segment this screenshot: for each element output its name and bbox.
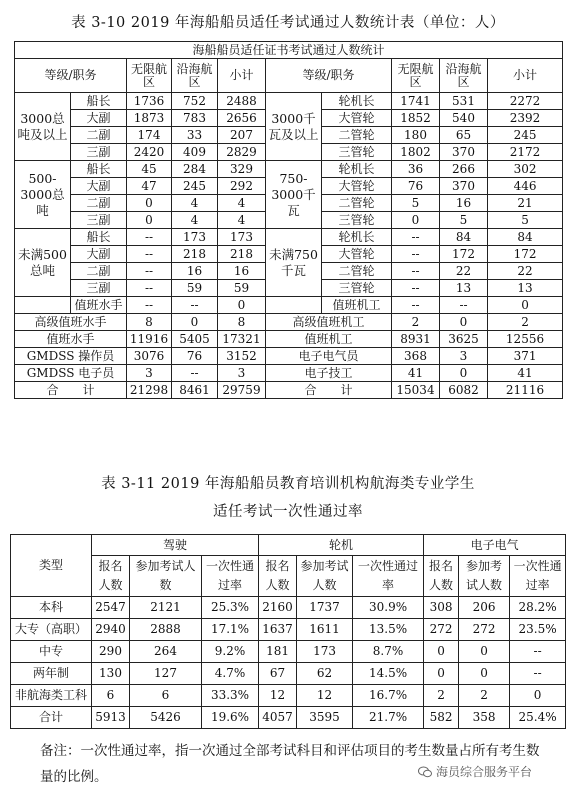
position-cell: 三管轮 xyxy=(322,212,392,229)
table-cell: 2829 xyxy=(218,144,266,161)
table-cell: 0 xyxy=(172,314,218,331)
row-label: 电子电气员 xyxy=(266,348,392,365)
table-cell: 174 xyxy=(127,127,172,144)
table-cell: 446 xyxy=(488,178,563,195)
row-label: 电子技工 xyxy=(266,365,392,382)
table-cell: -- xyxy=(127,229,172,246)
table-cell: 2656 xyxy=(218,110,266,127)
table-cell: 41 xyxy=(392,365,440,382)
table-cell: 4 xyxy=(218,212,266,229)
table-cell: 21.7% xyxy=(353,707,424,729)
position-cell: 三副 xyxy=(71,280,127,297)
position-cell: 大管轮 xyxy=(322,178,392,195)
row-label: GMDSS 操作员 xyxy=(15,348,127,365)
header-cell: 小计 xyxy=(488,59,563,93)
table-row xyxy=(11,597,566,619)
table-cell: 5426 xyxy=(130,707,202,729)
table-cell: 783 xyxy=(172,110,218,127)
table-cell: 17321 xyxy=(218,331,266,348)
table-cell: 370 xyxy=(440,178,488,195)
group-label: 未满750千瓦 xyxy=(266,229,322,297)
position-cell: 大副 xyxy=(71,178,127,195)
table-row xyxy=(15,314,563,331)
position-cell: 二副 xyxy=(71,263,127,280)
table-cell: 12 xyxy=(259,685,297,707)
wechat-icon xyxy=(418,766,432,778)
table-cell: 84 xyxy=(440,229,488,246)
table-cell: 0 xyxy=(459,663,510,685)
table-cell: 272 xyxy=(424,619,459,641)
table-cell: 2272 xyxy=(488,93,563,110)
subheader-cell: 参加考试人数 xyxy=(297,556,353,597)
table-cell: 12556 xyxy=(488,331,563,348)
position-cell: 三副 xyxy=(71,212,127,229)
header-cell: 无限航区 xyxy=(127,59,172,93)
table-cell: 1802 xyxy=(392,144,440,161)
table-cell: 2392 xyxy=(488,110,563,127)
table-cell: 1736 xyxy=(127,93,172,110)
table-header-row xyxy=(11,556,566,597)
table-cell: 8461 xyxy=(172,382,218,399)
table-cell: 2940 xyxy=(92,619,130,641)
table-cell: 2 xyxy=(488,314,563,331)
group-label: 500-3000总吨 xyxy=(15,161,71,229)
table-cell: 6082 xyxy=(440,382,488,399)
table-cell: 21116 xyxy=(488,382,563,399)
table-cell: 3595 xyxy=(297,707,353,729)
table-cell: -- xyxy=(127,297,172,314)
table-cell: -- xyxy=(172,365,218,382)
table-row xyxy=(15,331,563,348)
table-cell: 207 xyxy=(218,127,266,144)
table-cell: 2488 xyxy=(218,93,266,110)
table-row xyxy=(11,663,566,685)
table-cell: 16 xyxy=(172,263,218,280)
table-cell: 0 xyxy=(440,365,488,382)
subheader-cell: 一次性通过率 xyxy=(202,556,259,597)
row-label: 合 计 xyxy=(266,382,392,399)
position-cell: 二管轮 xyxy=(322,195,392,212)
table-cell: 4 xyxy=(172,212,218,229)
table-cell: 1873 xyxy=(127,110,172,127)
table-cell: 22 xyxy=(440,263,488,280)
table-cell: 22 xyxy=(488,263,563,280)
table-cell: -- xyxy=(127,246,172,263)
table-cell: 16 xyxy=(218,263,266,280)
table-cell: -- xyxy=(392,280,440,297)
table-cell: -- xyxy=(440,297,488,314)
subheader-cell: 报名人数 xyxy=(424,556,459,597)
table-cell: 173 xyxy=(297,641,353,663)
header-cell: 类型 xyxy=(11,535,92,597)
table-cell: 2547 xyxy=(92,597,130,619)
position-cell: 值班水手 xyxy=(71,297,127,314)
subheader-cell: 一次性通过率 xyxy=(353,556,424,597)
position-cell: 大副 xyxy=(71,246,127,263)
table-cell: 206 xyxy=(459,597,510,619)
table-cell: 5 xyxy=(440,212,488,229)
position-cell: 轮机长 xyxy=(322,93,392,110)
table-cell: 67 xyxy=(259,663,297,685)
table-cell: 6 xyxy=(92,685,130,707)
table-row xyxy=(15,365,563,382)
table-cell: -- xyxy=(127,280,172,297)
table-cell: -- xyxy=(392,246,440,263)
table-cell: 0 xyxy=(218,297,266,314)
table-cell: 5 xyxy=(488,212,563,229)
subheader-cell: 参加考试人数 xyxy=(459,556,510,597)
group-label: 750-3000千瓦 xyxy=(266,161,322,229)
table-cell: 4.7% xyxy=(202,663,259,685)
table-cell: 0 xyxy=(127,195,172,212)
table-row xyxy=(15,382,563,399)
table-cell: 245 xyxy=(172,178,218,195)
table-cell: 3 xyxy=(127,365,172,382)
table-row xyxy=(15,42,563,59)
table-cell: 264 xyxy=(130,641,202,663)
header-cell: 沿海航区 xyxy=(172,59,218,93)
position-cell: 二管轮 xyxy=(322,263,392,280)
table-cell: 8 xyxy=(218,314,266,331)
position-cell: 大管轮 xyxy=(322,110,392,127)
row-label: 本科 xyxy=(11,597,92,619)
table-row xyxy=(15,161,563,178)
table-cell: 1611 xyxy=(297,619,353,641)
table-cell: 173 xyxy=(172,229,218,246)
table-cell: 0 xyxy=(488,297,563,314)
table-3-11 xyxy=(10,534,566,729)
table-cell: 76 xyxy=(392,178,440,195)
table-cell: 11916 xyxy=(127,331,172,348)
table-cell: 76 xyxy=(172,348,218,365)
table-cell: 59 xyxy=(218,280,266,297)
subheader-cell: 参加考试人数 xyxy=(130,556,202,597)
table-row xyxy=(11,685,566,707)
table-cell: 62 xyxy=(297,663,353,685)
table-cell: 173 xyxy=(218,229,266,246)
row-label: 大专（高职） xyxy=(11,619,92,641)
table-cell: 371 xyxy=(488,348,563,365)
table-cell: 59 xyxy=(172,280,218,297)
table-cell: 21298 xyxy=(127,382,172,399)
table-cell: 3 xyxy=(440,348,488,365)
table-cell: 15034 xyxy=(392,382,440,399)
section-header: 轮机 xyxy=(259,535,424,556)
table-cell: 245 xyxy=(488,127,563,144)
table-cell: 23.5% xyxy=(510,619,566,641)
row-label: 值班水手 xyxy=(15,331,127,348)
table-cell: 8931 xyxy=(392,331,440,348)
table-3-10 xyxy=(14,41,563,399)
table-cell: 752 xyxy=(172,93,218,110)
table-cell: 14.5% xyxy=(353,663,424,685)
position-cell: 船长 xyxy=(71,161,127,178)
subheader-cell: 一次性通过率 xyxy=(510,556,566,597)
table-cell: 17.1% xyxy=(202,619,259,641)
table-cell: 358 xyxy=(459,707,510,729)
subheader-cell: 报名人数 xyxy=(92,556,130,597)
table-cell: 12 xyxy=(297,685,353,707)
section-header: 驾驶 xyxy=(92,535,259,556)
table-cell: 45 xyxy=(127,161,172,178)
table-cell: 4057 xyxy=(259,707,297,729)
table-cell: 2 xyxy=(459,685,510,707)
table-header-row xyxy=(15,59,563,93)
row-label: 中专 xyxy=(11,641,92,663)
table-cell: 0 xyxy=(459,641,510,663)
position-cell: 值班机工 xyxy=(322,297,392,314)
table-cell: -- xyxy=(392,297,440,314)
table-cell: 19.6% xyxy=(202,707,259,729)
header-cell: 等级/职务 xyxy=(15,59,127,93)
row-label: GMDSS 电子员 xyxy=(15,365,127,382)
table-cell: 540 xyxy=(440,110,488,127)
group-label: 未满500总吨 xyxy=(15,229,71,297)
table-cell: 30.9% xyxy=(353,597,424,619)
row-label: 高级值班机工 xyxy=(266,314,392,331)
table-cell: 21 xyxy=(488,195,563,212)
table-cell: 28.2% xyxy=(510,597,566,619)
table-cell: 2888 xyxy=(130,619,202,641)
position-cell: 二管轮 xyxy=(322,127,392,144)
table2-title-line1: 表 3-11 2019 年海船船员教育培训机构航海类专业学生 xyxy=(101,476,475,492)
table-cell: -- xyxy=(510,663,566,685)
watermark-text: 海员综合服务平台 xyxy=(436,765,533,779)
table-cell: 8 xyxy=(127,314,172,331)
table-cell: 3625 xyxy=(440,331,488,348)
table-cell xyxy=(266,297,322,314)
position-cell: 大管轮 xyxy=(322,246,392,263)
table-cell: 409 xyxy=(172,144,218,161)
table-row xyxy=(11,619,566,641)
table-cell: 370 xyxy=(440,144,488,161)
table-cell: 2160 xyxy=(259,597,297,619)
table-cell: 290 xyxy=(92,641,130,663)
header-cell: 无限航区 xyxy=(392,59,440,93)
table-cell: 218 xyxy=(218,246,266,263)
table2-title-line2: 适任考试一次性通过率 xyxy=(213,504,363,520)
row-label: 合计 xyxy=(11,707,92,729)
table-cell: 47 xyxy=(127,178,172,195)
table-cell: 2 xyxy=(424,685,459,707)
table-cell: 65 xyxy=(440,127,488,144)
table-cell: 16 xyxy=(440,195,488,212)
table-row xyxy=(15,297,563,314)
header-cell: 沿海航区 xyxy=(440,59,488,93)
table-cell: 8.7% xyxy=(353,641,424,663)
table-cell: 329 xyxy=(218,161,266,178)
table-cell: 13 xyxy=(488,280,563,297)
position-cell: 二副 xyxy=(71,127,127,144)
table-cell: 0 xyxy=(392,212,440,229)
table-header-row xyxy=(11,535,566,556)
table-cell: 4 xyxy=(172,195,218,212)
group-label: 3000总吨及以上 xyxy=(15,93,71,161)
table-cell: 33 xyxy=(172,127,218,144)
table-cell: 0 xyxy=(424,663,459,685)
position-cell: 大副 xyxy=(71,110,127,127)
table-cell: 0 xyxy=(510,685,566,707)
table-cell: 302 xyxy=(488,161,563,178)
table-cell: 218 xyxy=(172,246,218,263)
group-label: 3000千瓦及以上 xyxy=(266,93,322,161)
position-cell: 三副 xyxy=(71,144,127,161)
position-cell: 船长 xyxy=(71,229,127,246)
position-cell: 轮机长 xyxy=(322,229,392,246)
table-cell: 4 xyxy=(218,195,266,212)
table-cell: 3076 xyxy=(127,348,172,365)
row-label: 值班机工 xyxy=(266,331,392,348)
table-cell: -- xyxy=(127,263,172,280)
row-label: 高级值班水手 xyxy=(15,314,127,331)
table-cell: 16.7% xyxy=(353,685,424,707)
table-row xyxy=(11,641,566,663)
table-cell: 3 xyxy=(218,365,266,382)
table-cell: 1741 xyxy=(392,93,440,110)
table-cell: 1737 xyxy=(297,597,353,619)
position-cell: 船长 xyxy=(71,93,127,110)
table-cell: 13 xyxy=(440,280,488,297)
table1-title: 表 3-10 2019 年海船船员适任考试通过人数统计表（单位：人） xyxy=(71,15,505,31)
table-cell: -- xyxy=(392,229,440,246)
table-cell: 5913 xyxy=(92,707,130,729)
table-cell: 0 xyxy=(440,314,488,331)
table-cell: 2420 xyxy=(127,144,172,161)
table-note: 备注：一次性通过率，指一次通过全部考试科目和评估项目的考生数量占所有考生数量的比例。 xyxy=(40,743,540,785)
table-cell: 13.5% xyxy=(353,619,424,641)
table-cell: 368 xyxy=(392,348,440,365)
table-cell: 2 xyxy=(392,314,440,331)
table-cell: 41 xyxy=(488,365,563,382)
table-cell: 0 xyxy=(127,212,172,229)
table-cell: 36 xyxy=(392,161,440,178)
table-cell: 127 xyxy=(130,663,202,685)
table-cell: 308 xyxy=(424,597,459,619)
table-cell: 29759 xyxy=(218,382,266,399)
watermark xyxy=(418,763,532,780)
table-cell: 2121 xyxy=(130,597,202,619)
table-cell: 272 xyxy=(459,619,510,641)
table-cell: 6 xyxy=(130,685,202,707)
subheader-cell: 报名人数 xyxy=(259,556,297,597)
table-cell: 25.3% xyxy=(202,597,259,619)
table-cell: -- xyxy=(392,263,440,280)
table-cell: 33.3% xyxy=(202,685,259,707)
table-cell: 5 xyxy=(392,195,440,212)
position-cell: 二副 xyxy=(71,195,127,212)
table-row xyxy=(15,348,563,365)
table-cell: 3152 xyxy=(218,348,266,365)
table-cell: 531 xyxy=(440,93,488,110)
table-row xyxy=(15,93,563,110)
table-cell: 1637 xyxy=(259,619,297,641)
table-cell xyxy=(15,297,71,314)
row-label: 合 计 xyxy=(15,382,127,399)
table-cell: -- xyxy=(172,297,218,314)
table-cell: 292 xyxy=(218,178,266,195)
table-cell: -- xyxy=(510,641,566,663)
row-label: 非航海类工科 xyxy=(11,685,92,707)
table-cell: 582 xyxy=(424,707,459,729)
table-cell: 0 xyxy=(424,641,459,663)
table-cell: 5405 xyxy=(172,331,218,348)
header-cell: 等级/职务 xyxy=(266,59,392,93)
position-cell: 三管轮 xyxy=(322,280,392,297)
table-cell: 172 xyxy=(440,246,488,263)
table-cell: 181 xyxy=(259,641,297,663)
header-cell: 小计 xyxy=(218,59,266,93)
position-cell: 三管轮 xyxy=(322,144,392,161)
table-cell: 9.2% xyxy=(202,641,259,663)
table-row xyxy=(15,229,563,246)
table-row xyxy=(11,707,566,729)
table-cell: 266 xyxy=(440,161,488,178)
table-cell: 1852 xyxy=(392,110,440,127)
table-banner: 海船船员适任证书考试通过人数统计 xyxy=(15,42,563,59)
table-cell: 84 xyxy=(488,229,563,246)
table-cell: 284 xyxy=(172,161,218,178)
position-cell: 轮机长 xyxy=(322,161,392,178)
section-header: 电子电气 xyxy=(424,535,566,556)
row-label: 两年制 xyxy=(11,663,92,685)
table-cell: 130 xyxy=(92,663,130,685)
table-cell: 180 xyxy=(392,127,440,144)
table-cell: 2172 xyxy=(488,144,563,161)
table-cell: 172 xyxy=(488,246,563,263)
table-cell: 25.4% xyxy=(510,707,566,729)
